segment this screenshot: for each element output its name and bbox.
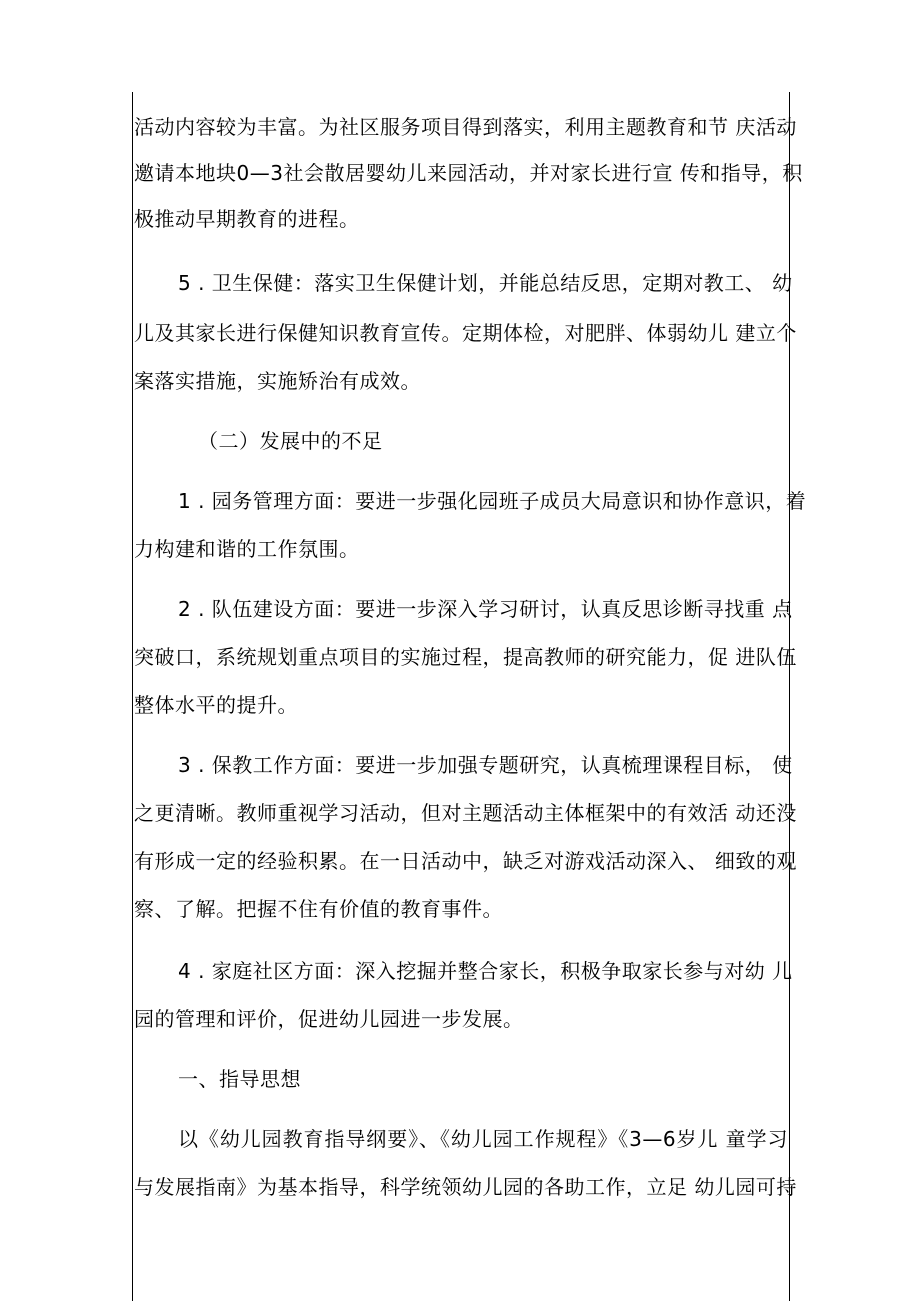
paragraph-line: 力构建和谐的工作氛围。 <box>134 537 360 561</box>
paragraph-line: 3 . 保教工作方面：要进一步加强专题研究，认真梳理课程目标， 使 <box>178 753 793 777</box>
paragraph-line: 以《幼儿园教育指导纲要》、《幼儿园工作规程》《3—6岁儿 童学习 <box>178 1127 788 1151</box>
section-heading: （二）发展中的不足 <box>198 429 383 453</box>
paragraph-line: 整体水平的提升。 <box>134 693 298 717</box>
paragraph-line: 2 . 队伍建设方面：要进一步深入学习研讨，认真反思诊断寻找重 点 <box>178 597 793 621</box>
paragraph-line: 邀请本地块0—3社会散居婴幼儿来园活动，并对家长进行宣 传和指导，积 <box>134 161 803 185</box>
paragraph-line: 儿及其家长进行保健知识教育宣传。定期体检，对肥胖、体弱幼儿 建立个 <box>134 321 797 345</box>
paragraph-line: 5 . 卫生保健：落实卫生保健计划，并能总结反思，定期对教工、 幼 <box>178 271 793 295</box>
paragraph-line: 4 . 家庭社区方面：深入挖掘并整合家长，积极争取家长参与对幼 儿 <box>178 959 793 983</box>
paragraph-line: 园的管理和评价，促进幼儿园进一步发展。 <box>134 1007 524 1031</box>
paragraph-line: 极推动早期教育的进程。 <box>134 207 360 231</box>
paragraph-line: 案落实措施，实施矫治有成效。 <box>134 369 421 393</box>
paragraph-line: 与发展指南》为基本指导，科学统领幼儿园的各助工作，立足 幼儿园可持 <box>134 1175 797 1199</box>
paragraph-line: 活动内容较为丰富。为社区服务项目得到落实，利用主题教育和节 庆活动 <box>134 115 797 139</box>
paragraph-line: 1 . 园务管理方面：要进一步强化园班子成员大局意识和协作意识，着 <box>178 489 807 513</box>
section-heading: 一、指导思想 <box>178 1067 301 1091</box>
paragraph-line: 突破口，系统规划重点项目的实施过程，提高教师的研究能力，促 进队伍 <box>134 645 797 669</box>
paragraph-line: 之更清晰。教师重视学习活动，但对主题活动主体框架中的有效活 动还没 <box>134 801 797 825</box>
paragraph-line: 有形成一定的经验积累。在一日活动中，缺乏对游戏活动深入、 细致的观 <box>134 849 797 873</box>
paragraph-line: 察、了解。把握不住有价值的教育事件。 <box>134 897 503 921</box>
